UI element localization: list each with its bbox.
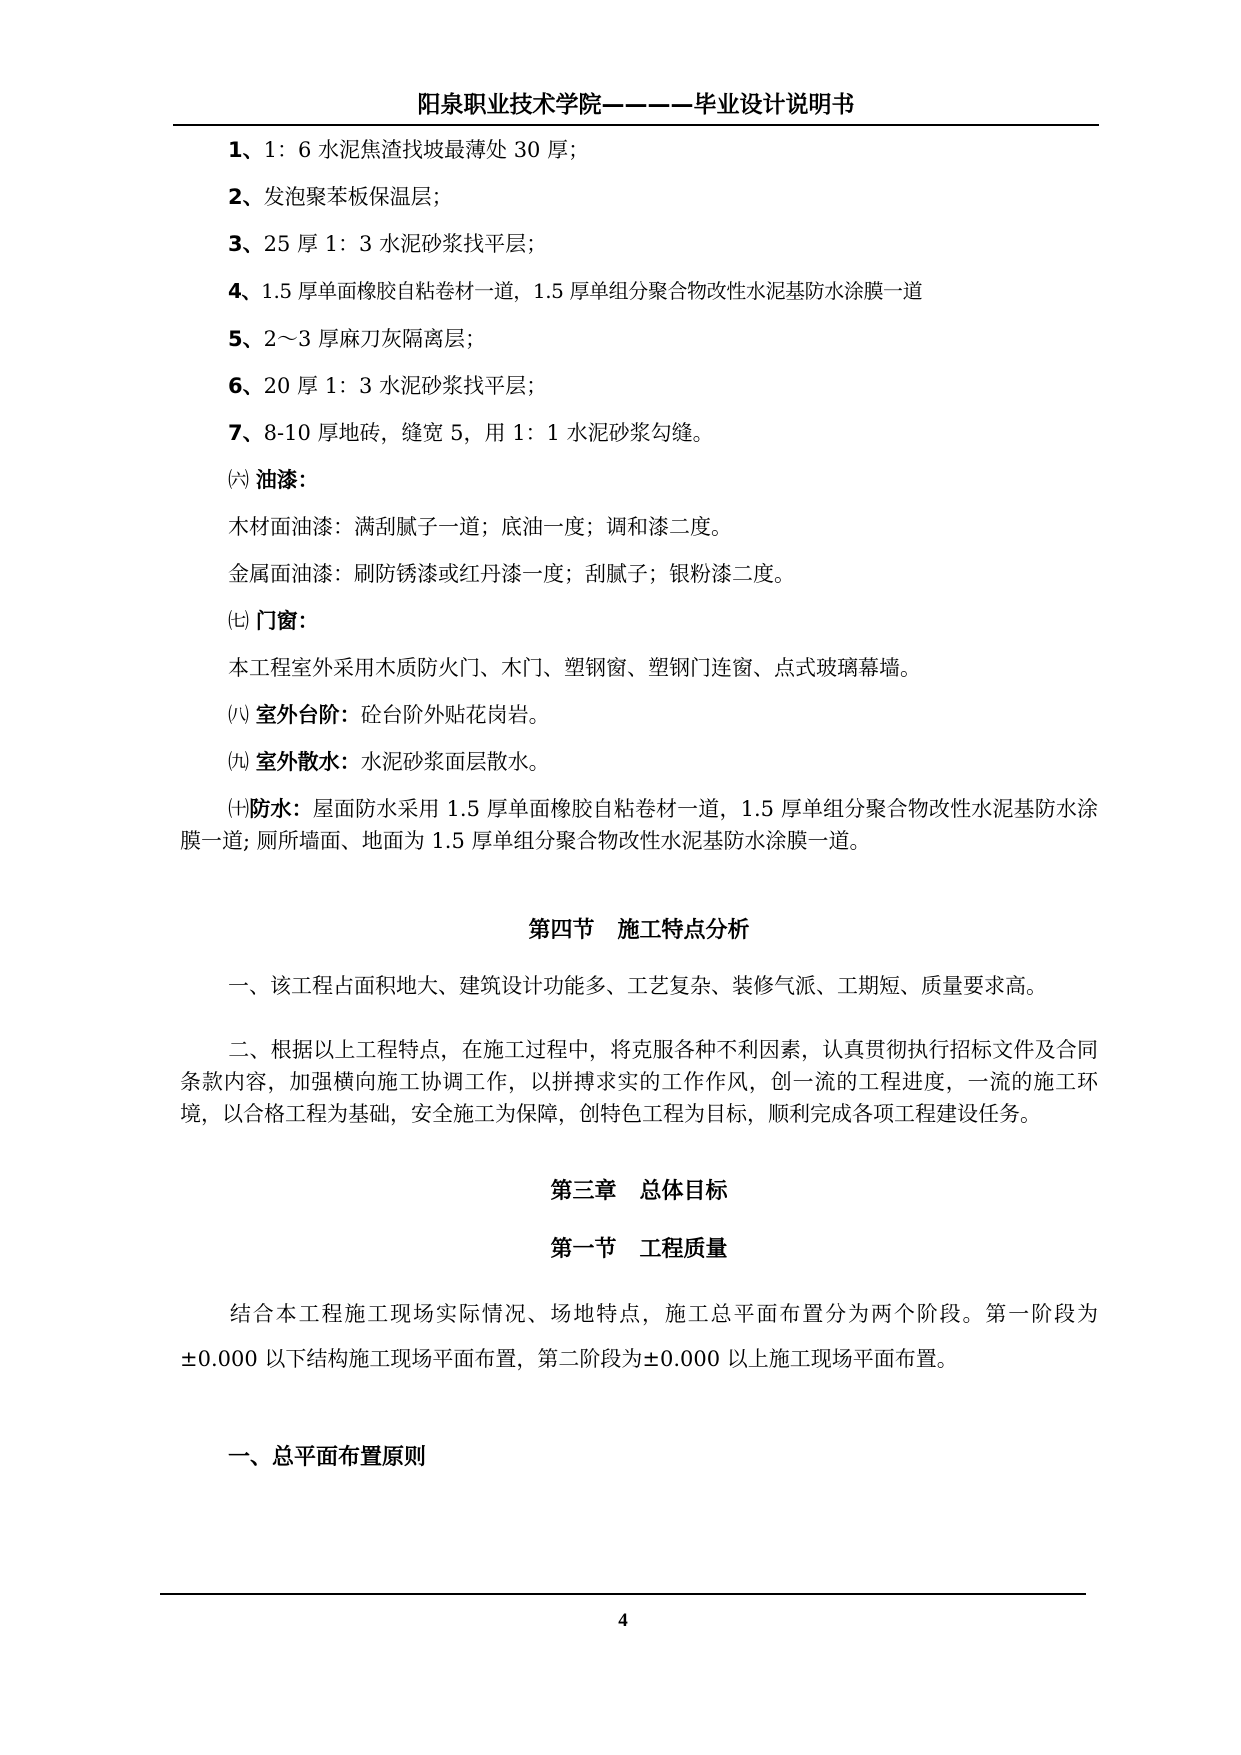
- list-item: [228, 181, 453, 211]
- list-item: [228, 275, 922, 304]
- list-item: [228, 134, 589, 164]
- item-text: 8-10 厚地砖，缝宽 5，用 1：1 水泥砂浆勾缝。: [263, 421, 714, 445]
- apron-text: 水泥砂浆面层散水。: [360, 750, 550, 774]
- heading-label: 油漆：: [255, 468, 319, 492]
- header-rule: [173, 124, 1099, 126]
- list-item: [228, 370, 547, 400]
- paint-heading: [228, 464, 319, 494]
- heading-number: ㈧: [228, 703, 249, 727]
- item-number: 4、: [228, 279, 262, 303]
- page-number: 4: [618, 1610, 628, 1631]
- item-number: 6、: [228, 374, 264, 398]
- steps-text: 砼台阶外贴花岗岩。: [360, 703, 550, 727]
- heading-number: ㈩: [228, 797, 250, 821]
- subheading: 一、总平面布置原则: [228, 1445, 427, 1470]
- item-text: 1：6 水泥焦渣找坡最薄处 30 厚；: [263, 138, 590, 162]
- waterproof-text: 屋面防水采用 1.5 厚单面橡胶自粘卷材一道，1.5 厚单组分聚合物改性水泥基防水涂膜一道; 厕所墙面、地面为 1.5 厚单组分聚合物改性水泥基防水涂膜一道。: [180, 797, 1098, 853]
- item-text: 20 厚 1：3 水泥砂浆找平层；: [263, 374, 548, 398]
- steps-line: [228, 699, 550, 729]
- heading-label: 门窗：: [255, 609, 319, 633]
- waterproof-paragraph: [180, 793, 1098, 857]
- heading-number: ㈨: [228, 750, 249, 774]
- item-text: 1.5 厚单面橡胶自粘卷材一道，1.5 厚单组分聚合物改性水泥基防水涂膜一道: [261, 279, 923, 303]
- paragraph-text: 二、根据以上工程特点，在施工过程中，将克服各种不利因素，认真贯彻执行招标文件及合同条款内容，加强横向施工协调工作，以拼搏求实的工作作风，创一流的工程进度，一流的施工环境，以合格工程为基础，安全施工为保障，创特色工程为目标，顺利完成各项工程建设任务。: [180, 1038, 1098, 1126]
- doors-heading: [228, 605, 319, 635]
- paint-wood-text: 木材面油漆：满刮腻子一道；底油一度；调和漆二度。: [228, 515, 732, 539]
- heading-number: ㈦: [228, 609, 249, 633]
- paragraph-text: 一、该工程占面积地大、建筑设计功能多、工艺复杂、装修气派、工期短、质量要求高。: [228, 974, 1047, 998]
- footer-rule: [160, 1593, 1086, 1595]
- section-title: 第一节 工程质量: [550, 1237, 728, 1262]
- heading-label: 室外台阶：: [255, 703, 361, 727]
- item-text: 25 厚 1：3 水泥砂浆找平层；: [263, 232, 548, 256]
- item-number: 7、: [228, 421, 264, 445]
- chapter3-paragraph: [180, 1292, 1098, 1382]
- list-item: [228, 228, 547, 258]
- item-text: 发泡聚苯板保温层；: [263, 185, 453, 209]
- paint-metal-text: 金属面油漆：刷防锈漆或红丹漆一度；刮腻子；银粉漆二度。: [228, 562, 795, 586]
- item-number: 2、: [228, 185, 264, 209]
- item-number: 3、: [228, 232, 264, 256]
- section-title: 第四节 施工特点分析: [528, 918, 750, 943]
- item-number: 5、: [228, 327, 264, 351]
- heading-label: 室外散水：: [255, 750, 361, 774]
- chapter-title: 第三章 总体目标: [550, 1179, 728, 1204]
- list-item: [228, 417, 714, 447]
- section4-paragraph-1: [180, 970, 1098, 1002]
- page-header-title: 阳泉职业技术学院————毕业设计说明书: [417, 92, 855, 118]
- item-number: 1、: [228, 138, 264, 162]
- heading-number: ㈥: [228, 468, 249, 492]
- paragraph-text: 结合本工程施工现场实际情况、场地特点，施工总平面布置分为两个阶段。第一阶段为±0.000 以下结构施工现场平面布置，第二阶段为±0.000 以上施工现场平面布置。: [180, 1302, 1098, 1371]
- apron-line: [228, 746, 550, 776]
- item-text: 2～3 厚麻刀灰隔离层；: [263, 327, 487, 351]
- doors-text: 本工程室外采用木质防火门、木门、塑钢窗、塑钢门连窗、点式玻璃幕墙。: [228, 656, 921, 680]
- heading-label: 防水：: [249, 797, 313, 821]
- list-item: [228, 323, 486, 353]
- section4-paragraph-2: [180, 1034, 1098, 1130]
